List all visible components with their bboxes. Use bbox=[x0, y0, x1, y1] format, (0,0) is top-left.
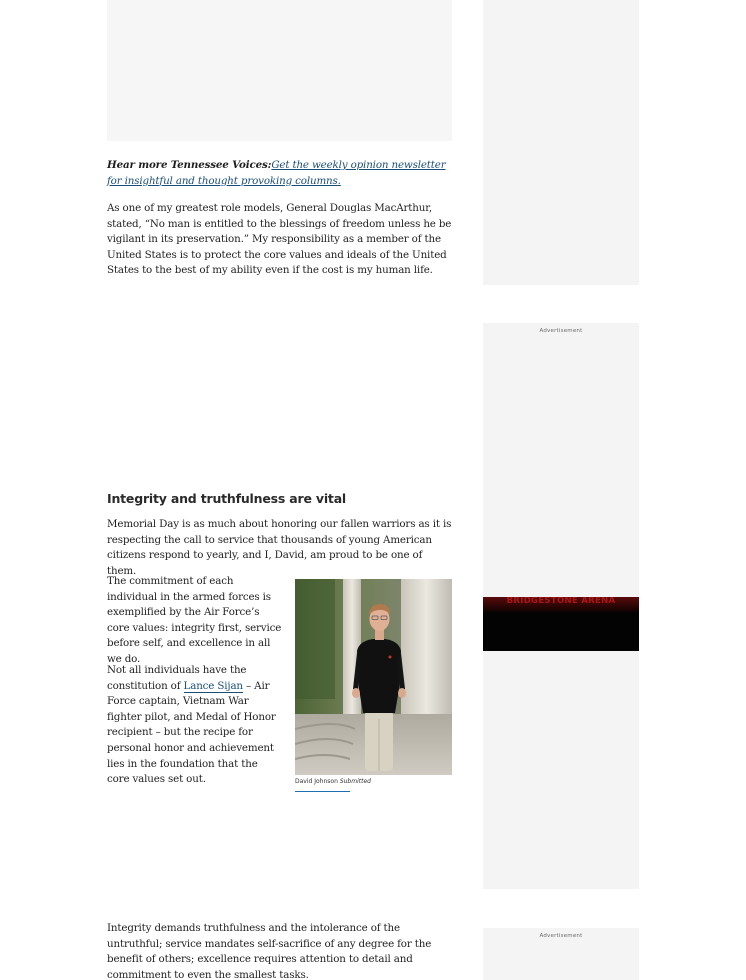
article-paragraph: Integrity demands truthfulness and the intolerance of the untruthful; service mandates self-sacrifice of any degree for the benefit of others; excellence requires attention to detail and commitment to even the smallest tasks. bbox=[107, 922, 432, 980]
right-rail-ad-3 bbox=[483, 928, 639, 980]
article-paragraph: As one of my greatest role models, General Douglas MacArthur, stated, “No man is entitled to the blessings of freedom unless he be vigilant in its preservation.” My responsibility as a member of the United States is to protect the core values and ideals of the United States to the best of my ability even if the cost is my human life. bbox=[107, 202, 452, 277]
newsletter-link[interactable]: Get the weekly opinion newsletter for insightful and thought provoking columns. bbox=[107, 159, 446, 187]
lance-sijan-link[interactable]: Lance Sijan bbox=[183, 679, 243, 692]
advertisement-label: Advertisement bbox=[539, 328, 583, 334]
article-paragraph: The commitment of each individual in the armed forces is exemplified by the Air Force’s core values: integrity first, service before self, and excellence in all we do. bbox=[107, 575, 282, 665]
top-ad-placeholder bbox=[107, 0, 452, 141]
portrait-image bbox=[295, 579, 452, 775]
caption-name: David Johnson bbox=[295, 778, 338, 785]
article-paragraph: Memorial Day is as much about honoring our fallen warriors as it is respecting the call to service that thousands of young American citizens respond to yearly, and I, David, am proud to be one of them. bbox=[107, 518, 452, 577]
article-photo[interactable] bbox=[295, 579, 452, 775]
newsletter-promo bbox=[107, 158, 452, 189]
video-ad[interactable] bbox=[483, 597, 639, 651]
caption-credit: Submitted bbox=[339, 778, 371, 785]
sijan-text-before: Not all individuals have the constitution of bbox=[107, 664, 247, 692]
video-ad-venue-text: BRIDGESTONE ARENA bbox=[506, 597, 616, 606]
caption-underline bbox=[295, 791, 350, 792]
newsletter-promo-lead: Hear more Tennessee Voices: bbox=[107, 159, 272, 171]
section-heading: Integrity and truthfulness are vital bbox=[107, 491, 347, 506]
right-rail-ad-1 bbox=[483, 0, 639, 285]
advertisement-label: Advertisement bbox=[539, 933, 583, 939]
photo-caption bbox=[295, 778, 371, 785]
article-paragraph-sijan bbox=[107, 663, 283, 788]
sijan-text-after: – Air Force captain, Vietnam War fighter pilot, and Medal of Honor recipient – but the recipe for personal honor and achievement lies in the foundation that the core values set out. bbox=[107, 679, 276, 786]
